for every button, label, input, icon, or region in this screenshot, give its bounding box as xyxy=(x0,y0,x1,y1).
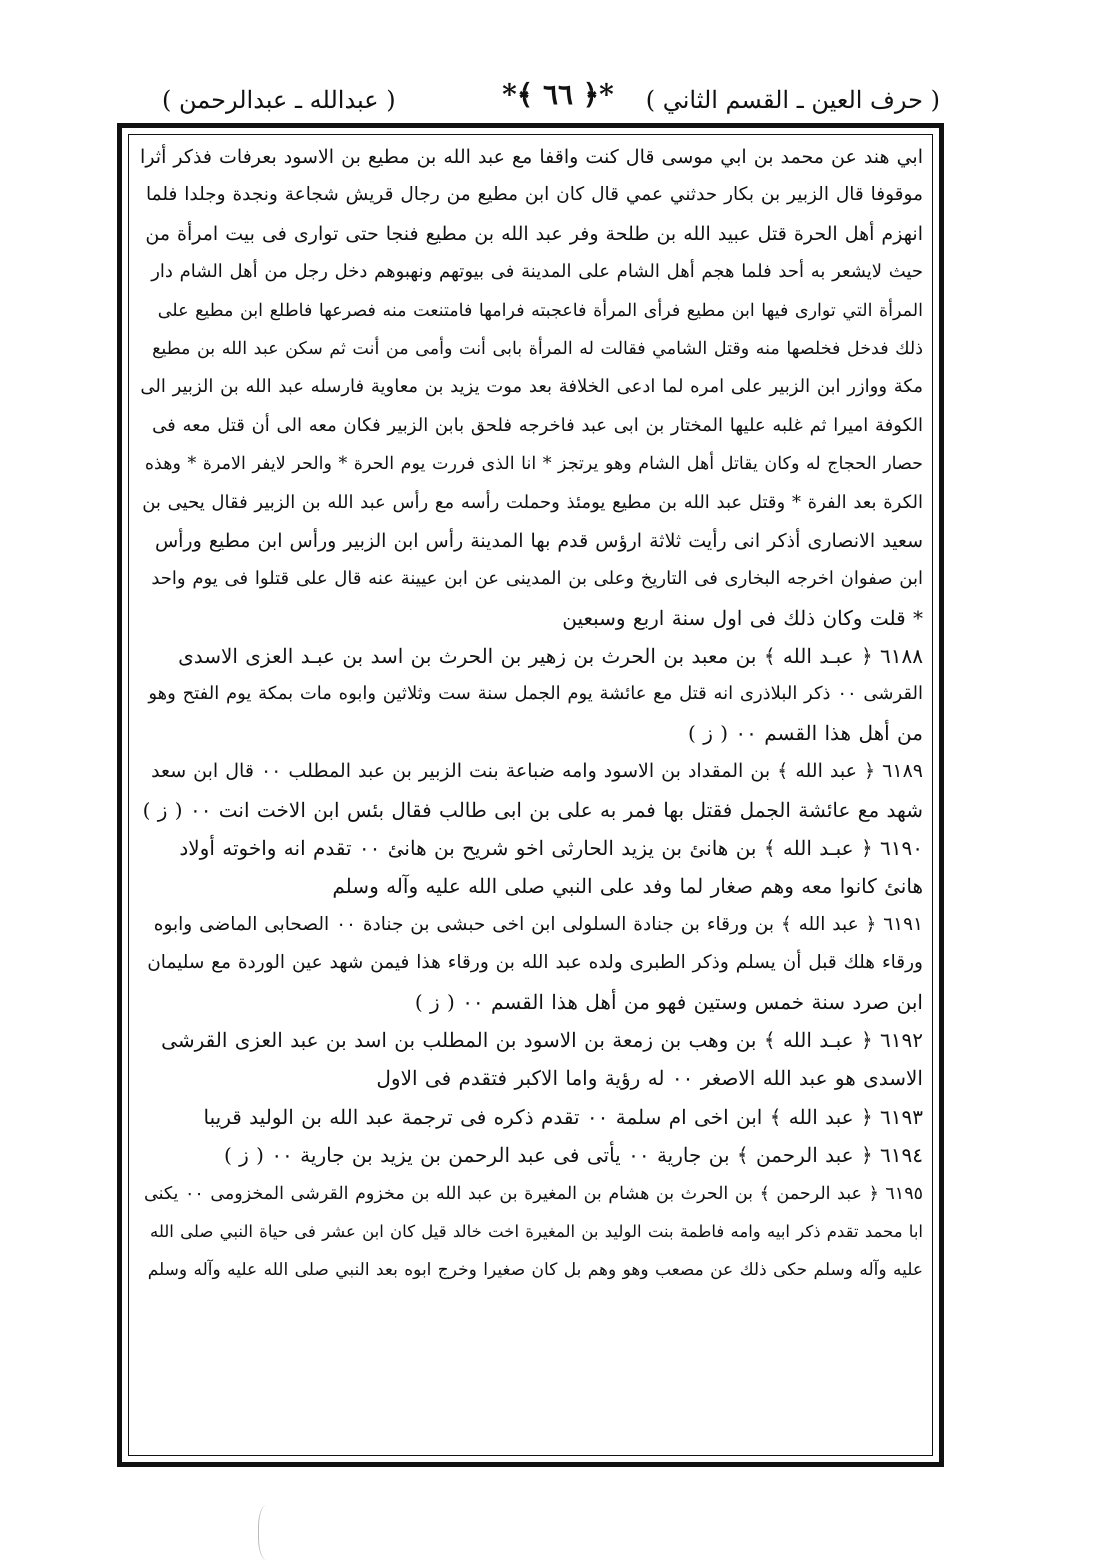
text-line: * قلت وكان ذلك فى اول سنة اربع وسبعين xyxy=(562,605,923,630)
text-line: ابن صرد سنة خمس وستين فهو من أهل هذا القسم ٠٠ ( ز ) xyxy=(414,989,923,1014)
text-line: حيث لايشعر به أحد فلما هجم أهل الشام على المدينة فى بيوتهم ونهبوهم دخل رجل من أهل الشام دار xyxy=(151,261,923,283)
entry-6194: ٦١٩٤ ﴿ عبد الرحمن ﴾ بن جارية ٠٠ يأتى فى عبد الرحمن بن يزيد بن جارية ٠٠ ( ز ) xyxy=(223,1143,923,1168)
entry-6195: ٦١٩٥ ﴿ عبد الرحمن ﴾ بن الحرث بن هشام بن المغيرة بن عبد الله بن مخزوم القرشى المخزومى ٠٠ يكنى xyxy=(143,1183,923,1204)
entry-6192: ٦١٩٢ ﴿ عبـد الله ﴾ بن وهب بن زمعة بن الاسود بن المطلب بن اسد بن عبد العزى القرشى xyxy=(161,1027,923,1052)
entry-6190: ٦١٩٠ ﴿ عبـد الله ﴾ بن هانئ بن يزيد الحارثى اخو شريح بن هانئ ٠٠ تقدم انه واخوته أولاد xyxy=(179,836,923,861)
text-line: ورقاء هلك قبل أن يسلم وذكر الطبرى ولده عبد الله بن ورقاء هذا فيمن شهد عين الوردة مع سليمان xyxy=(147,952,923,974)
text-line: مكة ووازر ابن الزبير على امره لما ادعى الخلافة بعد موت يزيد بن معاوية فارسله عبد الله بن الزبير الى xyxy=(140,376,923,398)
entry-6193: ٦١٩٣ ﴿ عبد الله ﴾ ابن اخى ام سلمة ٠٠ تقدم ذكره فى ترجمة عبد الله بن الوليد قريبا xyxy=(203,1104,923,1129)
entry-6189: ٦١٨٩ ﴿ عبد الله ﴾ بن المقداد بن الاسود وامه ضباعة بنت الزبير بن عبد المطلب ٠٠ قال ابن سعد xyxy=(151,760,923,783)
text-line: من أهل هذا القسم ٠٠ ( ز ) xyxy=(688,720,923,745)
text-line: ابن صفوان اخرجه البخارى فى التاريخ وعلى بن المدينى عن ابن عيينة عنه قال على قتلوا فى يوم واحد xyxy=(151,568,923,590)
text-line: المرأة التي توارى فيها ابن مطيع فرأى المرأة فاعجبته فرامها فامتنعت منه فصرعها فاطلع ابن مطيع على xyxy=(157,300,923,321)
text-line: حصار الحجاج له وكان يقاتل أهل الشام وهو يرتجز * انا الذى فررت يوم الحرة * والحر لايفر الامرة * وهذه xyxy=(144,454,923,475)
page-number: *﴿ ٦٦ ﴾* xyxy=(502,78,614,111)
text-line: انهزم أهل الحرة قتل عبيد الله بن طلحة وفر عبد الله بن مطيع فنجا حتى توارى فى بيت امرأة من xyxy=(145,222,923,245)
text-line: ابا محمد تقدم ذكر ابيه وامه فاطمة بنت الوليد بن المغيرة اخت خالد قيل كان ابن عشر فى حياة النبي صلى الله xyxy=(149,1221,923,1241)
entry-range-title: ( عبدالله ـ عبدالرحمن ) xyxy=(162,86,396,114)
text-line: هانئ كانوا معه وهم صغار لما وفد على النبي صلى الله عليه وآله وسلم xyxy=(332,874,923,899)
page-frame xyxy=(117,123,944,1467)
body-text xyxy=(138,138,923,1290)
text-line: موقوفا قال الزبير بن بكار حدثني عمي قال كان ابن مطيع من رجال قريش شجاعة ونجدة وجلدا فلما xyxy=(146,184,923,206)
text-line: الكرة بعد الفرة * وقتل عبد الله بن مطيع يومئذ وحملت رأسه مع رأس عبد الله بن الزبير فقال يحيى بن xyxy=(142,491,923,513)
page-header xyxy=(120,78,940,124)
text-line: ابي هند عن محمد بن ابي موسى قال كنت واقفا مع عبد الله بن مطيع بن الاسود بعرفات فذكر أثرا xyxy=(140,146,923,168)
text-line: الاسدى هو عبد الله الاصغر ٠٠ له رؤية واما الاكبر فتقدم فى الاول xyxy=(376,1066,923,1091)
margin-mark xyxy=(258,1505,279,1560)
text-line: الكوفة اميرا ثم غلبه عليها المختار بن ابى عبد فاخرجه فلحق بابن الزبير فكان معه الى أن قتل معه فى xyxy=(152,414,923,436)
entry-6188: ٦١٨٨ ﴿ عبـد الله ﴾ بن معبد بن الحرث بن زهير بن الحرث بن اسد بن عبـد العزى الاسدى xyxy=(178,644,923,669)
text-line: شهد مع عائشة الجمل فقتل بها فمر به على بن ابى طالب فقال بئس ابن الاخت انت ٠٠ ( ز ) xyxy=(142,797,923,822)
text-line: القرشى ٠٠ ذكر البلاذرى انه قتل مع عائشة يوم الجمل سنة ست وثلاثين وابوه مات بمكة يوم الفتح وهو xyxy=(148,683,923,705)
section-title: ( حرف العين ـ القسم الثاني ) xyxy=(645,86,940,114)
text-line: عليه وآله وسلم حكى ذلك عن مصعب وهو وهم بل كان صغيرا وخرج ابوه بعد النبي صلى الله عليه وآله وسلم xyxy=(147,1260,923,1281)
entry-6191: ٦١٩١ ﴿ عبد الله ﴾ بن ورقاء بن جنادة السلولى ابن اخى حبشى بن جنادة ٠٠ الصحابى الماضى وابوه xyxy=(153,913,923,935)
text-line: ذلك فدخل فخلصها منه وقتل الشامي فقالت له المرأة بابى أنت وأمى من أنت ثم سكن عبد الله بن مطيع xyxy=(152,338,923,359)
text-line: سعيد الانصارى أذكر انى رأيت ثلاثة ارؤس قدم بها المدينة رأس ابن الزبير ورأس ابن مطيع ورأس xyxy=(154,529,923,552)
